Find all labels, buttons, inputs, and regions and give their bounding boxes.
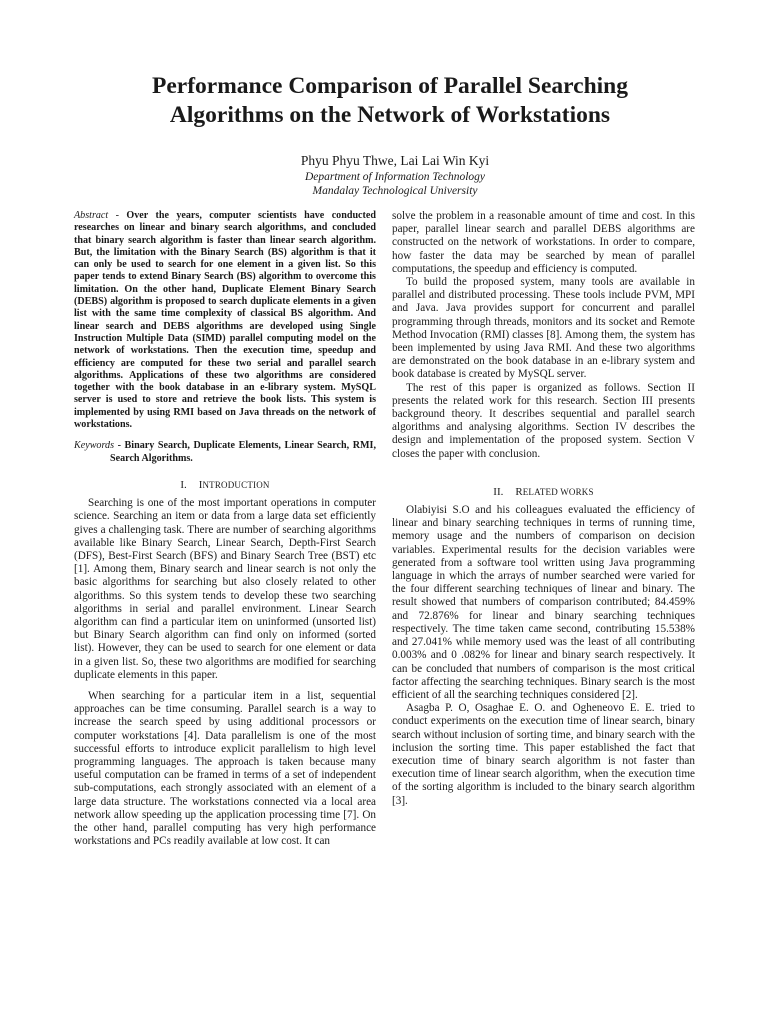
authors: Phyu Phyu Thwe, Lai Lai Win Kyi bbox=[300, 153, 490, 168]
section-heading-introduction bbox=[74, 479, 376, 492]
intro-paragraph-3: To build the proposed system, many tools are available in parallel and distributed processing. These tools include PVM, MPI and Java. Java provides support for concurrent and parallel programming through threads, monitors and its socket and Remote Method Invocation (RMI) classes [8]. Among them, the system has been implemented by using Java RMI. And these two algorithms are demonstrated on the book database in an e-library system and book database is created by MySQL server. bbox=[392, 276, 695, 381]
section-title-initial: I bbox=[198, 478, 203, 491]
section-title-rest: NTRODUCTION bbox=[202, 479, 270, 490]
section-title-rest: ELATED WORKS bbox=[522, 486, 594, 497]
left-column bbox=[74, 210, 376, 848]
section-number: II. bbox=[493, 485, 504, 498]
keywords bbox=[74, 440, 376, 465]
intro-paragraph-4: The rest of this paper is organized as follows. Section II presents the related work for this research. Section III presents background theory. It describes sequential and parallel search algorithms and analysing algorithms. Section IV describes the design and implementation of the proposed system. Section V closes the paper with conclusion. bbox=[392, 381, 695, 460]
related-paragraph-1: Olabiyisi S.O and his colleagues evaluated the efficiency of linear and binary searching techniques in terms of running time, memory usage and the numbers of comparison on decision variables. Experimental results for the decision variables were generated from a software tool written using Java programming language in which the arrays of number searched were varied for the four different searching techniques of linear and binary. The result showed that numbers of comparison contributed; 84.459% and 72.876% for linear and binary searching techniques respectively. The time taken came second, contributing 15.538% and 27.041% while memory used was the least of all contributing 0.003% and 0 .082% for linear and binary search respectively. It can be concluded that numbers of comparison is the most critical factor affecting the searching techniques. Binary search is the most efficient of all the searching techniques considered [2]. bbox=[392, 504, 695, 701]
keywords-text: - Binary Search, Duplicate Elements, Linear Search, RMI, Search Algorithms. bbox=[110, 440, 376, 464]
section-number: I. bbox=[180, 478, 187, 491]
affiliation-university: Mandalay Technological University bbox=[312, 185, 478, 197]
keywords-label: Keywords bbox=[74, 440, 115, 452]
intro-paragraph-continued: solve the problem in a reasonable amount of time and cost. In this paper, parallel linear search and parallel DEBS algorithms are constructed on the network of workstations. In order to compare, how faster the data may be searched by mean of parallel computations, the speedup and efficiency is computed. bbox=[392, 210, 695, 275]
intro-paragraph-1: Searching is one of the most important operations in computer science. Searching an item or data from a large data set efficiently gives a challenging task. There are number of searching algorithms available like Binary Search, Linear Search, Depth-First Search (DFS), Best-First Search (BFS) and Binary Search Tree (BST) etc [1]. Among them, Binary search and linear search is not only the basic algorithms for searching but also closely related to other algorithms. So this system tends to develop these two searching algorithms in serial and parallel environment. Linear Search algorithm can find a particular item on uninformed (unsorted list) but Binary Search algorithm can find only on informed (sorted list). However, they can be used to search for one element or data in a given list. So, these two algorithms are modified for searching duplicate elements in this paper. bbox=[74, 497, 376, 681]
section-title-initial: R bbox=[515, 485, 523, 498]
title-line-2: Algorithms on the Network of Workstations bbox=[169, 102, 611, 128]
section-heading-related-works bbox=[392, 486, 695, 499]
abstract bbox=[74, 210, 376, 431]
right-column bbox=[392, 210, 695, 808]
abstract-text: Over the years, computer scientists have conducted researches on linear and binary search algorithms, and concluded that binary search algorithm is faster than linear search algorithm. But, the limitation with the Binary Search (BS) algorithm is that it can only be used to search for one element in a given list. So this paper tends to extend Binary Search (BS) algorithm to overcome this limitation. On the other hand, Duplicate Element Binary Search (DEBS) algorithm is proposed to search duplicate elements in a given list with the same time complexity of classical BS algorithm. And linear search and DEBS algorithms are developed using Single Instruction Multiple Data (SIMD) parallel computing model on the network of workstations. Then the execution time, speedup and efficiency are computed for these two serial and parallel search algorithms. Applications of these two algorithms are considered together with the book database in an e-library system. MySQL server is used to store and retrieve the book lists. This system is implemented by using RMI based on Java threads on the network of workstations. bbox=[74, 210, 376, 431]
abstract-label: Abstract - bbox=[74, 210, 119, 221]
related-paragraph-2: Asagba P. O, Osaghae E. O. and Ogheneovo E. E. tried to conduct experiments on the execution time of linear search, binary search without inclusion of sorting time, and binary search with the inclusion the sorting time. This paper established the fact that execution time of binary search algorithm is not faster than execution time of linear search algorithm, when the execution time of the sorting algorithm is included to the binary search algorithm [3]. bbox=[392, 702, 695, 807]
title-line-1: Performance Comparison of Parallel Searching bbox=[151, 73, 628, 99]
paper-title bbox=[60, 72, 720, 130]
affiliation-department: Department of Information Technology bbox=[304, 171, 486, 183]
intro-paragraph-2: When searching for a particular item in a list, sequential approaches can be time consuming. Parallel search is a way to increase the search speed by using additional processors or computer workstations [4]. Data parallelism is one of the most successful efforts to introduce explicit parallelism to high level programming languages. The approach is taken because many useful computation can be framed in terms of a set of independent sub-computations, each strongly associated with an element of a large data structure. The workstations connected via a local area network allow speeding up the application processing time [7]. On the other hand, parallel computing has very high performance workstations and PCs readily available at low cost. It can bbox=[74, 689, 376, 848]
